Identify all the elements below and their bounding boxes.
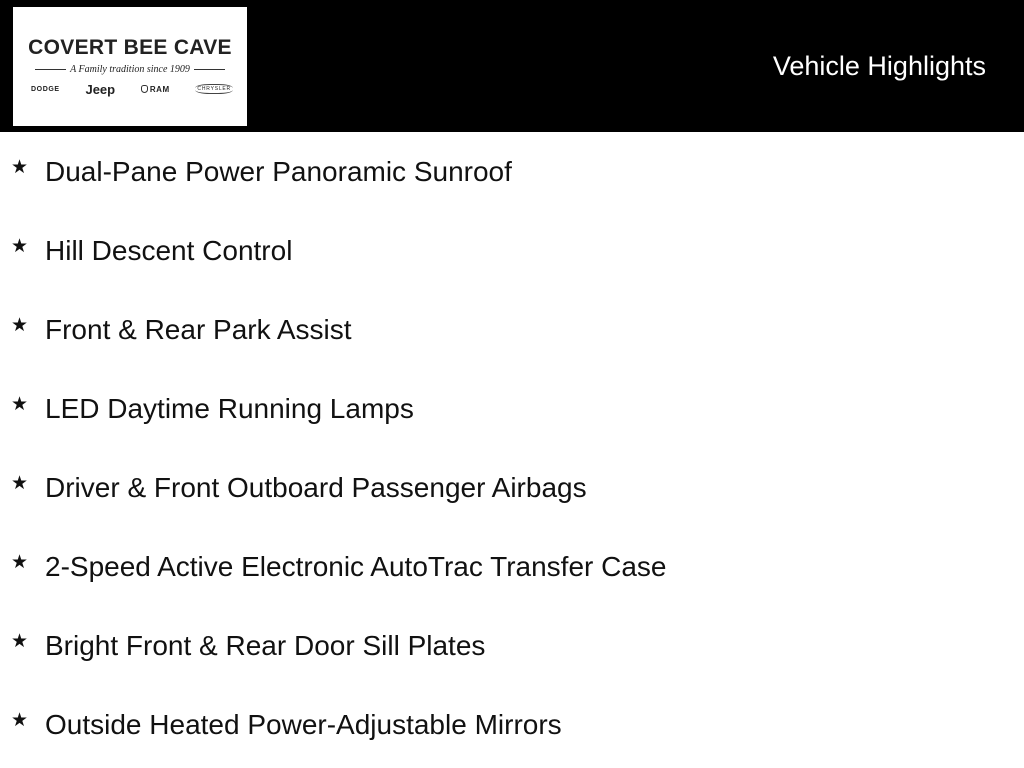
brand-jeep: Jeep <box>85 81 116 97</box>
highlight-text: Outside Heated Power-Adjustable Mirrors <box>45 709 562 740</box>
star-icon: ★ <box>11 393 29 415</box>
star-icon: ★ <box>11 235 29 257</box>
highlight-text: Driver & Front Outboard Passenger Airbags <box>45 472 587 503</box>
logo-tagline: A Family tradition since 1909 <box>70 63 190 75</box>
list-item <box>0 448 1024 527</box>
star-icon: ★ <box>11 472 29 494</box>
list-item <box>0 132 1024 211</box>
list-item <box>0 369 1024 448</box>
logo-rule-right <box>194 69 225 70</box>
highlight-text: Bright Front & Rear Door Sill Plates <box>45 630 486 661</box>
ram-head-icon <box>141 85 148 93</box>
star-icon: ★ <box>11 551 29 573</box>
star-icon: ★ <box>11 156 29 178</box>
dealer-logo <box>13 7 247 126</box>
page-title: Vehicle Highlights <box>772 51 986 81</box>
list-item <box>0 211 1024 290</box>
logo-rule-left <box>35 69 66 70</box>
star-icon: ★ <box>11 709 29 731</box>
highlight-text: 2-Speed Active Electronic AutoTrac Transfer Case <box>45 551 667 582</box>
brand-ram-wrapper <box>141 85 170 94</box>
logo-tagline-row <box>35 63 225 75</box>
highlight-text: LED Daytime Running Lamps <box>45 393 414 424</box>
highlight-text: Dual-Pane Power Panoramic Sunroof <box>45 156 512 187</box>
brand-ram: RAM <box>149 84 170 94</box>
list-item <box>0 606 1024 685</box>
list-item <box>0 290 1024 369</box>
logo-brands <box>31 81 233 97</box>
highlight-text: Front & Rear Park Assist <box>45 314 352 345</box>
header-bar <box>0 0 1024 132</box>
star-icon: ★ <box>11 630 29 652</box>
star-icon: ★ <box>11 314 29 336</box>
logo-dealer-name: COVERT BEE CAVE <box>28 36 232 59</box>
brand-dodge: DODGE <box>31 85 60 93</box>
highlight-text: Hill Descent Control <box>45 235 293 266</box>
highlights-list <box>0 132 1024 764</box>
brand-chrysler: CHRYSLER <box>197 86 231 92</box>
list-item <box>0 527 1024 606</box>
list-item <box>0 685 1024 764</box>
